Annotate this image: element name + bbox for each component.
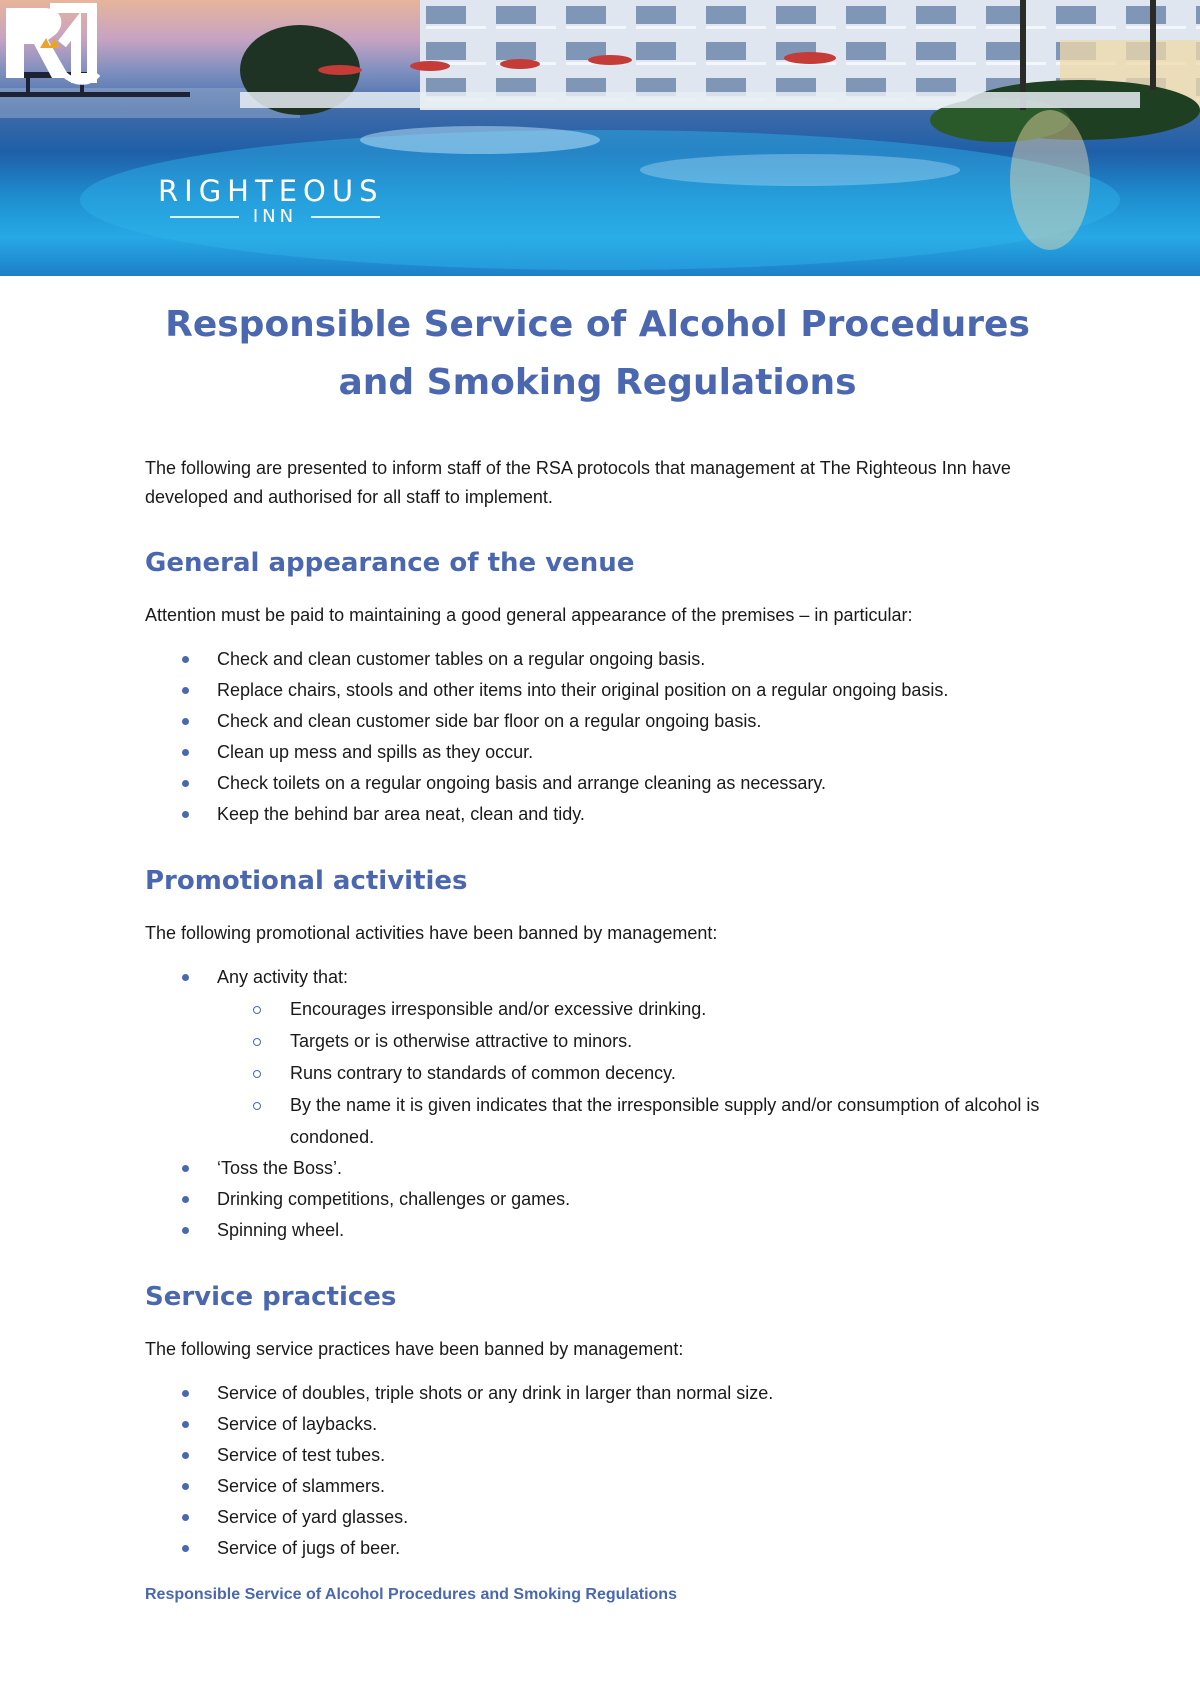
list-item: Service of slammers.: [145, 1471, 1050, 1502]
list-item: Drinking competitions, challenges or games.: [145, 1184, 1050, 1215]
list-item: Keep the behind bar area neat, clean and tidy.: [145, 799, 1050, 830]
list-item: Service of test tubes.: [145, 1440, 1050, 1471]
list-item: Replace chairs, stools and other items into their original position on a regular ongoing basis.: [145, 675, 1050, 706]
list-item: ‘Toss the Boss’.: [145, 1153, 1050, 1184]
list-item-text: Any activity that:: [217, 967, 349, 987]
list-item: [145, 962, 1050, 1153]
brand-rule-right: [311, 216, 380, 218]
promotional-list: [145, 962, 1050, 1246]
page-title: Responsible Service of Alcohol Procedures and Smoking Regulations: [165, 304, 1030, 403]
page-footer: Responsible Service of Alcohol Procedures and Smoking Regulations: [145, 1586, 677, 1603]
list-item: Spinning wheel.: [145, 1215, 1050, 1246]
resort-pool-image: [0, 0, 1200, 276]
logo-icon: [0, 0, 100, 90]
list-item: Clean up mess and spills as they occur.: [145, 737, 1050, 768]
section-lead-promotional: The following promotional activities have been banned by management:: [145, 923, 718, 943]
list-item: Service of doubles, triple shots or any drink in larger than normal size.: [145, 1378, 1050, 1409]
sub-list-item: Runs contrary to standards of common decency.: [217, 1057, 1050, 1089]
list-item: Service of jugs of beer.: [145, 1533, 1050, 1564]
brand-name: RIGHTEOUS: [158, 174, 384, 208]
list-item: Check toilets on a regular ongoing basis and arrange cleaning as necessary.: [145, 768, 1050, 799]
sub-list-item: By the name it is given indicates that the irresponsible supply and/or consumption of alcohol is condoned.: [217, 1089, 1050, 1153]
service-list: [145, 1378, 1050, 1564]
brand-sub-text: INN: [252, 206, 298, 227]
section-heading-service: Service practices: [145, 1282, 397, 1312]
sub-list: [217, 993, 1050, 1153]
list-item: Check and clean customer side bar floor on a regular ongoing basis.: [145, 706, 1050, 737]
sub-list-item: Targets or is otherwise attractive to minors.: [217, 1025, 1050, 1057]
sub-list-item: Encourages irresponsible and/or excessive drinking.: [217, 993, 1050, 1025]
section-lead-appearance: Attention must be paid to maintaining a good general appearance of the premises – in particular:: [145, 605, 913, 625]
list-item: Service of yard glasses.: [145, 1502, 1050, 1533]
document-body: [145, 296, 1050, 1564]
section-heading-appearance: General appearance of the venue: [145, 548, 635, 578]
section-heading-promotional: Promotional activities: [145, 866, 468, 896]
section-lead-service: The following service practices have been banned by management:: [145, 1339, 684, 1359]
list-item: Check and clean customer tables on a regular ongoing basis.: [145, 644, 1050, 675]
list-item: Service of laybacks.: [145, 1409, 1050, 1440]
brand-rule-left: [170, 216, 239, 218]
header-banner: [0, 0, 1200, 276]
intro-paragraph: The following are presented to inform staff of the RSA protocols that management at The Righteous Inn have developed and authorised for all staff to implement.: [145, 458, 1011, 507]
brand-subtitle: [170, 206, 380, 227]
appearance-list: [145, 644, 1050, 830]
